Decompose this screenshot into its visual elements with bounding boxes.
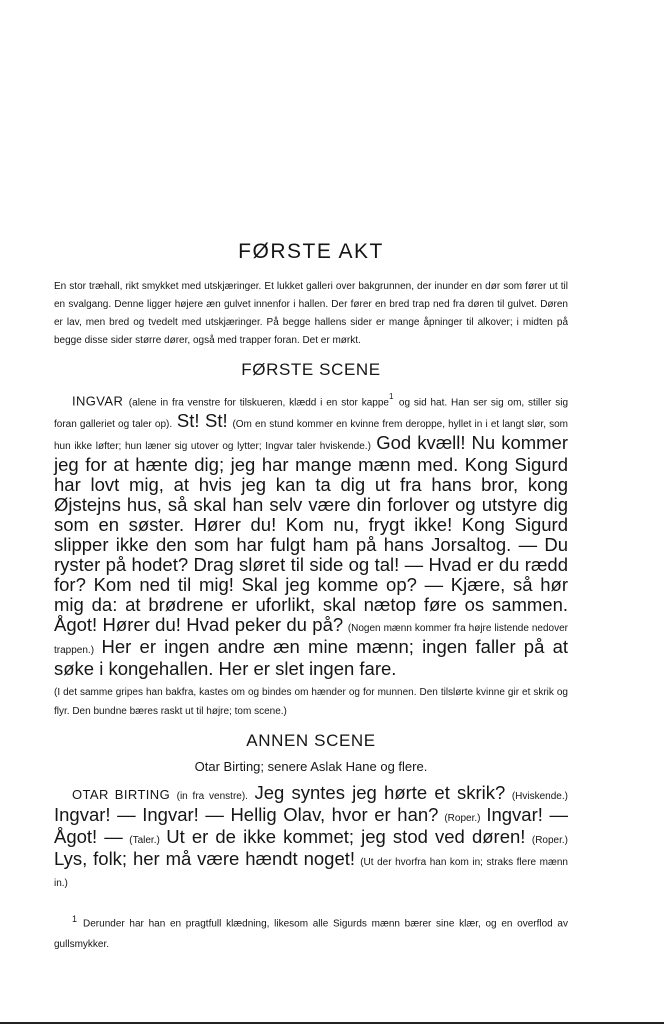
dialogue-line: Ut er de ikke kommet; jeg stod ved døren!	[166, 826, 526, 848]
stage-description: En stor træhall, rikt smykket med utskjæringer. Et lukket galleri over bakgrunnen, der inunder en dør som fører ut til en svalgang. Denne ligger højere æn gulvet innenfor i hallen. Der fører en bred trap ned fra døren til gulvet. Døren er lav, men bred og tvedelt med utskjæringer. På begge hallens sider er mange åpninger til alkover; i midten på begge disse sider større dører, også med trapper foran. Det er mørkt.	[54, 281, 568, 346]
stage-direction: (Roper.)	[444, 813, 481, 825]
scene-two-characters: Otar Birting; senere Aslak Hane og flere.	[194, 759, 428, 775]
stage-direction: (Taler.)	[129, 835, 160, 847]
speaker-ingvar: INGVAR	[72, 393, 124, 409]
stage-direction: (Roper.)	[531, 835, 568, 847]
dialogue-line: Her er ingen andre æn mine mænn; ingen faller på at søke i kongehallen. Her er slet ingen fare.	[54, 636, 568, 680]
scene-one-dialogue	[54, 388, 568, 680]
footnote-text: Derunder har han en pragtfull klædning, likesom alle Sigurds mænn bærer sine klær, og en overflod av gullsmykker.	[54, 918, 568, 950]
stage-direction: og sid hat. Han ser sig om, stiller sig foran galleriet og taler op).	[54, 397, 569, 431]
footnote-mark: 1	[72, 914, 78, 925]
dialogue-line: Jeg syntes jeg hørte et skrik?	[254, 782, 506, 804]
stage-direction: (Om en stund kommer en kvinne frem deroppe, hyllet in i et langt slør, som hun ikke løfter; hun læner sig utover og lytter; Ingvar taler hviskende.)	[54, 419, 568, 453]
scene-two-dialogue	[54, 784, 568, 893]
scene-one-closing-direction: (I det samme gripes han bakfra, kastes om og bindes om hænder og for munnen. Den tilslørte kvinne gir et skrik og flyr. Den bundne bæres raskt ut til højre; tom scene.)	[54, 687, 568, 718]
footnote	[54, 909, 568, 954]
scene-one-title: FØRSTE SCENE	[241, 360, 381, 379]
page-body	[54, 240, 568, 955]
dialogue-line: Ingvar! — Ingvar! — Hellig Olav, hvor er han?	[54, 804, 439, 826]
stage-direction: (in fra venstre).	[176, 791, 248, 803]
stage-direction: (alene in fra venstre for tilskueren, klædd i en stor kappe	[128, 397, 389, 409]
dialogue-line: St! St!	[176, 410, 228, 432]
act-title: FØRSTE AKT	[238, 240, 384, 263]
dialogue-line: God kvæll! Nu kommer jeg for at hænte dig; jeg har mange mænn med. Kong Sigurd har lovt mig, at hvis jeg kan ta dig ut fra hans bror, kong Øjstejns hus, så skal han selv være din forlover og utstyre dig som en søster. Hører du! Kom nu, frygt ikke! Kong Sigurd slipper ikke den som har fulgt ham på hans Jorsaltog. — Du ryster på hodet? Drag sløret til side og tal! — Hvad er du rædd for? Kom ned til mig! Skal jeg komme op? — Kjære, så hør mig da: at brødrene er uforlikt, skal nætop føre os sammen. Ågot! Hører du! Hvad peker du på?	[54, 432, 569, 636]
stage-direction: (Ut der hvorfra han kom in; straks flere mænn in.)	[54, 857, 568, 890]
dialogue-line: Ingvar! — Ågot! —	[54, 804, 568, 848]
page-bottom-rule	[0, 1022, 664, 1024]
footnote-reference: 1	[388, 392, 394, 401]
scene-two-title: ANNEN SCENE	[246, 731, 376, 751]
dialogue-line: Lys, folk; her må være hændt noget!	[54, 848, 356, 870]
stage-direction: (Hviskende.)	[511, 791, 568, 803]
speaker-otar-birting: OTAR BIRTING	[72, 787, 171, 803]
stage-direction: (Nogen mænn kommer fra højre listende nedover trappen.)	[54, 623, 569, 657]
